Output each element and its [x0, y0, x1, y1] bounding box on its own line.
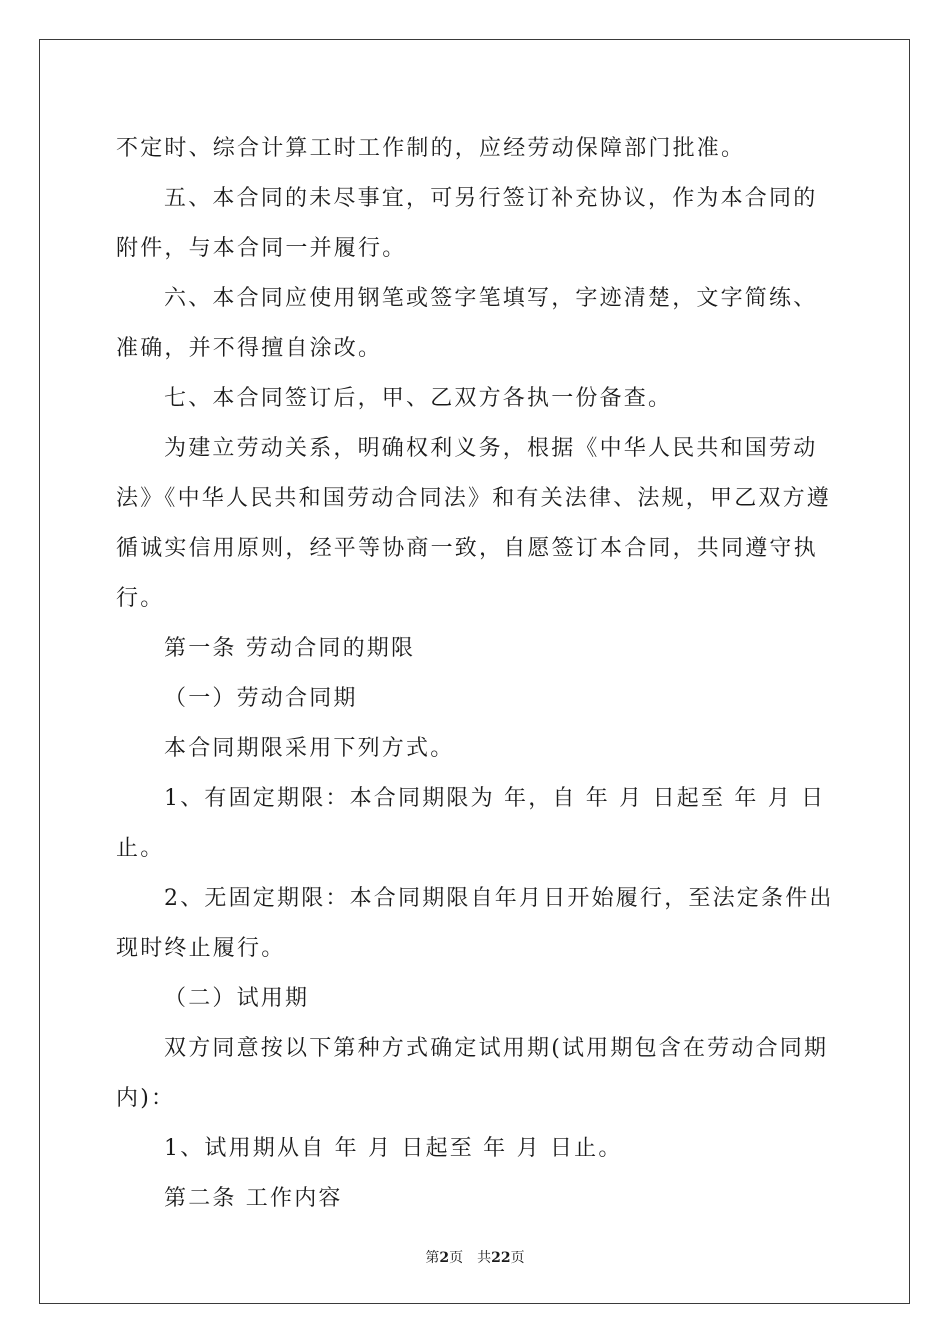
total-suffix: 页 [510, 1250, 525, 1266]
document-body [116, 124, 836, 1224]
paragraph: 1、有固定期限：本合同期限为 年，自 年 月 日起至 年 月 日止。 [116, 786, 826, 861]
total-pages: 22 [491, 1250, 511, 1266]
paragraph: 双方同意按以下第种方式确定试用期(试用期包含在劳动合同期内)： [116, 1036, 829, 1111]
subsection-heading: （二）试用期 [164, 986, 310, 1011]
paragraph: 六、本合同应使用钢笔或签字笔填写，字迹清楚，文字简练、准确，并不得擅自涂改。 [116, 286, 818, 361]
paragraph: 七、本合同签订后，甲、乙双方各执一份备查。 [164, 386, 673, 411]
paragraph: 本合同期限采用下列方式。 [164, 736, 455, 761]
page-footer [0, 1248, 950, 1268]
paragraph: 五、本合同的未尽事宜，可另行签订补充协议，作为本合同的附件，与本合同一并履行。 [116, 186, 818, 261]
page-prefix: 第 [425, 1250, 440, 1266]
section-heading: 第二条 工作内容 [164, 1186, 343, 1211]
paragraph: 1、试用期从自 年 月 日起至 年 月 日止。 [164, 1136, 623, 1161]
total-prefix: 共 [477, 1250, 492, 1266]
paragraph: 2、无固定期限：本合同期限自年月日开始履行，至法定条件出现时终止履行。 [116, 886, 834, 961]
page-suffix: 页 [449, 1250, 464, 1266]
paragraph: 为建立劳动关系，明确权利义务，根据《中华人民共和国劳动法》《中华人民共和国劳动合同法》和有关法律、法规，甲乙双方遵循诚实信用原则，经平等协商一致，自愿签订本合同，共同遵守执行。 [116, 436, 832, 611]
section-heading: 第一条 劳动合同的期限 [164, 636, 416, 661]
page-number: 2 [439, 1250, 450, 1266]
paragraph: 不定时、综合计算工时工作制的，应经劳动保障部门批准。 [116, 136, 746, 161]
subsection-heading: （一）劳动合同期 [164, 686, 358, 711]
